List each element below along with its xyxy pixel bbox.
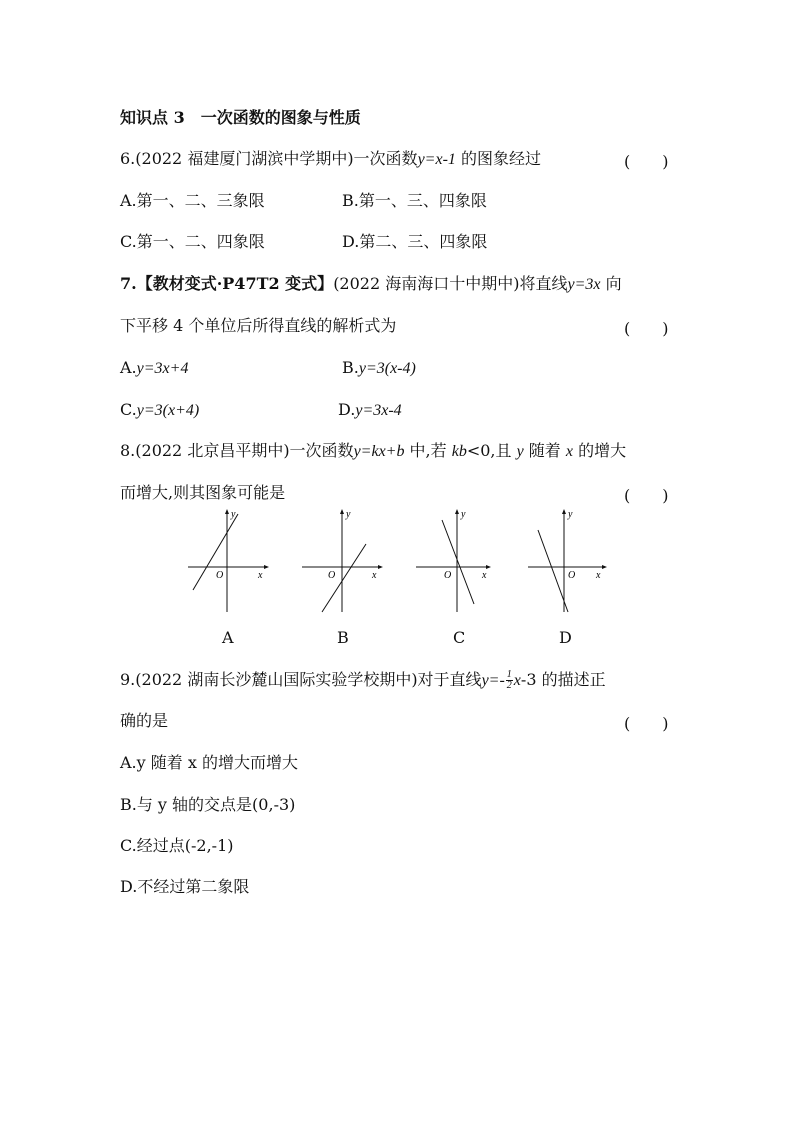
- y-axis-label: y: [231, 509, 236, 520]
- q8-graph-a-label: A: [222, 628, 234, 647]
- question-9-stem-line2: 确的是: [120, 711, 169, 730]
- question-6-stem: [120, 149, 541, 170]
- q8-stem-mid3: 随着: [523, 441, 566, 460]
- q9-option-b: B.与 y 轴的交点是(0,-3): [120, 795, 296, 814]
- q8-stem-suffix: 的增大: [573, 441, 627, 460]
- question-8-stem-line2: 而增大,则其图象可能是: [120, 483, 286, 502]
- q9-stem-prefix: 9.(2022 湖南长沙麓山国际实验学校期中)对于直线: [120, 670, 482, 689]
- q8-stem-prefix: 8.(2022 北京昌平期中)一次函数: [120, 441, 354, 460]
- q7-option-b: [342, 358, 416, 379]
- y-axis-arrow: [340, 509, 344, 514]
- q7-option-d: [338, 400, 402, 421]
- x-axis-arrow: [264, 565, 269, 569]
- q6-option-b: B.第一、三、四象限: [342, 191, 487, 210]
- q7-stem-math: y=3x: [567, 276, 601, 293]
- q8-stem-math-y: y: [516, 443, 524, 460]
- y-axis-arrow: [455, 509, 459, 514]
- q6-option-a: A.第一、二、三象限: [120, 191, 265, 210]
- q8-graph-c: [414, 508, 498, 614]
- q8-graph-d-label: D: [559, 628, 572, 647]
- q7-answer-bracket: ( ): [624, 319, 669, 338]
- question-9-stem-line1: [120, 670, 606, 691]
- q8-stem-math-kb: kb: [451, 443, 467, 460]
- x-axis-arrow: [602, 565, 607, 569]
- question-8-stem-line1: [120, 441, 626, 462]
- q7-textbook-tag: 7.【教材变式·P47T2 变式】: [120, 274, 334, 293]
- y-axis-arrow: [225, 509, 229, 514]
- q9-fraction-denominator: 2: [506, 680, 512, 691]
- origin-label: O: [216, 570, 224, 581]
- q7-option-b-label: B.: [342, 358, 359, 377]
- q8-stem-mid: 中,若: [404, 441, 452, 460]
- q6-option-c: C.第一、二、四象限: [120, 232, 265, 251]
- question-7-stem-line2: 下平移 4 个单位后所得直线的解析式为: [120, 316, 397, 335]
- q9-stem-math-a: y=-: [481, 672, 505, 689]
- q6-answer-bracket: ( ): [624, 152, 669, 171]
- q8-answer-bracket: ( ): [624, 486, 669, 505]
- x-axis-label: x: [596, 570, 601, 581]
- y-axis-label: y: [346, 509, 351, 520]
- q6-stem-math: y=x-1: [417, 151, 456, 168]
- q7-stem-mid: (2022 海南海口十中期中)将直线: [333, 274, 568, 293]
- q7-option-b-math: y=3(x-4): [358, 360, 416, 377]
- q7-option-c: [120, 400, 199, 421]
- q7-option-c-label: C.: [120, 400, 137, 419]
- q7-option-a-math: y=3x+4: [136, 360, 189, 377]
- q8-stem-math-x: x: [565, 443, 574, 460]
- q9-fraction-numerator: 1: [506, 669, 512, 680]
- origin-label: O: [444, 570, 452, 581]
- q7-option-c-math: y=3(x+4): [136, 402, 200, 419]
- graph-line: [442, 520, 474, 604]
- q8-stem-mid2: <0,且: [466, 441, 517, 460]
- x-axis-label: x: [372, 570, 377, 581]
- q8-graph-d: [526, 508, 610, 614]
- q9-fraction: [506, 670, 513, 691]
- q9-stem-math-b: x: [513, 672, 521, 689]
- q7-option-a: [120, 358, 188, 379]
- question-7-stem-line1: [120, 274, 622, 295]
- q6-stem-suffix: 的图象经过: [455, 149, 541, 168]
- y-axis-label: y: [461, 509, 466, 520]
- q7-option-d-label: D.: [338, 400, 356, 419]
- q8-graph-c-label: C: [453, 628, 466, 647]
- q7-option-d-math: y=3x-4: [355, 402, 402, 419]
- q9-stem-suffix: -3 的描述正: [520, 670, 606, 689]
- q9-option-d: D.不经过第二象限: [120, 877, 250, 896]
- q7-option-a-label: A.: [120, 358, 137, 377]
- q8-graph-a: [186, 508, 270, 614]
- x-axis-label: x: [482, 570, 487, 581]
- q7-stem-suffix: 向: [600, 274, 622, 293]
- q8-stem-math: y=kx+b: [353, 443, 405, 460]
- q9-answer-bracket: ( ): [624, 714, 669, 733]
- section-title: 知识点 3 一次函数的图象与性质: [120, 108, 361, 127]
- q8-graph-b-label: B: [337, 628, 349, 647]
- origin-label: O: [328, 570, 336, 581]
- y-axis-arrow: [562, 509, 566, 514]
- y-axis-label: y: [568, 509, 573, 520]
- x-axis-arrow: [378, 565, 383, 569]
- q8-graph-b: [300, 508, 384, 614]
- x-axis-label: x: [258, 570, 263, 581]
- q9-option-c: C.经过点(-2,-1): [120, 836, 234, 855]
- q6-stem-prefix: 6.(2022 福建厦门湖滨中学期中)一次函数: [120, 149, 418, 168]
- q9-option-a: A.y 随着 x 的增大而增大: [120, 753, 298, 772]
- q6-option-d: D.第二、三、四象限: [342, 232, 488, 251]
- x-axis-arrow: [486, 565, 491, 569]
- origin-label: O: [568, 570, 576, 581]
